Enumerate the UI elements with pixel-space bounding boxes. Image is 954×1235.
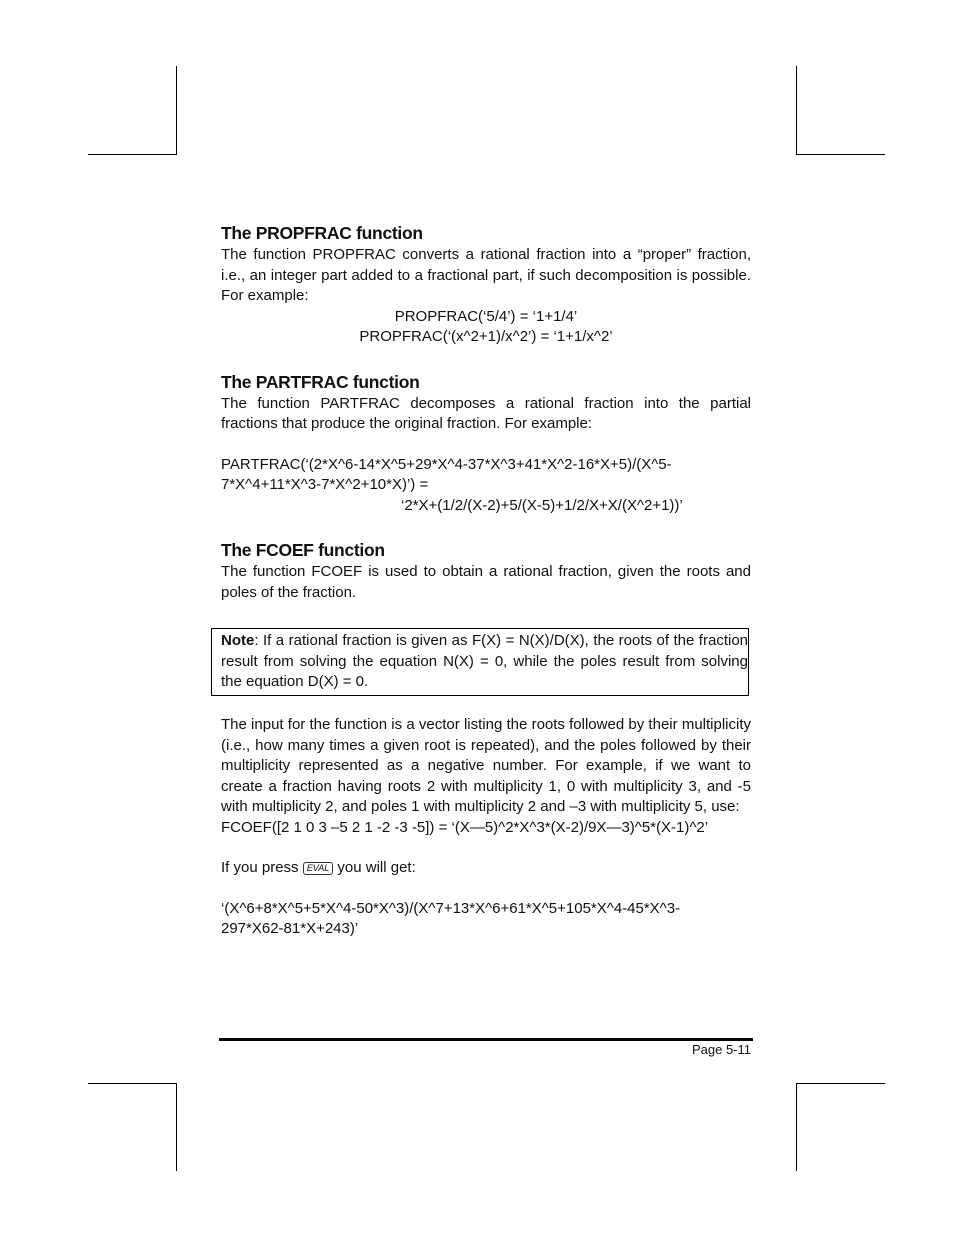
note-box: [211, 628, 749, 696]
crop-mark: [796, 154, 885, 155]
fcoef-input-description: The input for the function is a vector listing the roots followed by their multiplicity (i.e., how many times a given root is repeated), and the poles followed by their multiplicity represented as a negative number. For example, if we want to create a fraction having roots 2 with multiplicity 1, 0 with multiplicity 3, and -5 with multiplicity 2, and poles 1 with multiplicity 2 and –3 with multiplicity 5, use:: [221, 716, 751, 815]
partfrac-body: The function PARTFRAC decomposes a rational fraction into the partial fractions that produce the original fraction. For example:: [221, 394, 751, 432]
eval-key-icon: EVAL: [303, 862, 334, 875]
propfrac-body: The function PROPFRAC converts a rational fraction into a “proper” fraction, i.e., an integer part added to a fractional part, if such decomposition is possible. For example:: [221, 246, 751, 304]
eval-instruction: [221, 858, 751, 879]
eval-result-line-1: ‘(X^6+8*X^5+5*X^4-50*X^3)/(X^7+13*X^6+61*X^5+105*X^4-45*X^3-: [221, 899, 681, 917]
section-title-partfrac: The PARTFRAC function: [221, 371, 420, 392]
crop-mark: [176, 66, 177, 155]
crop-mark: [796, 1083, 797, 1171]
partfrac-example-line-2: 7*X^4+11*X^3-7*X^2+10*X)’) =: [221, 476, 429, 493]
note-body: : If a rational fraction is given as F(X) = N(X)/D(X), the roots of the fraction result from solving the equation N(X) = 0, while the poles result from solving the equation D(X) = 0.: [221, 632, 748, 690]
crop-mark: [796, 66, 797, 155]
crop-mark: [176, 1083, 177, 1171]
fcoef-example: FCOEF([2 1 0 3 –5 2 1 -2 -3 -5]) = ‘(X—5)^2*X^3*(X-2)/9X—3)^5*(X-1)^2’: [221, 818, 709, 836]
partfrac-example-line-1: PARTFRAC(‘(2*X^6-14*X^5+29*X^4-37*X^3+41*X^2-16*X+5)/(X^5-: [221, 455, 672, 473]
page-content: [221, 221, 751, 603]
section-title-fcoef: The FCOEF function: [221, 540, 385, 560]
note-text: [221, 631, 748, 693]
crop-mark: [88, 154, 177, 155]
footer-rule: [219, 1038, 753, 1041]
eval-instruction-before: If you press: [221, 859, 303, 876]
eval-instruction-after: you will get:: [333, 859, 416, 876]
note-label: Note: [221, 632, 255, 649]
propfrac-example-2: PROPFRAC(‘(x^2+1)/x^2’) = ‘1+1/x^2’: [359, 328, 613, 345]
partfrac-example-result: ‘2*X+(1/2/(X-2)+5/(X-5)+1/2/X+X/(X^2+1))’: [401, 496, 683, 514]
crop-mark: [796, 1083, 885, 1084]
propfrac-example-1: PROPFRAC(‘5/4’) = ‘1+1/4’: [394, 307, 578, 325]
eval-result-line-2: 297*X62-81*X+243)’: [221, 920, 359, 937]
section-title-propfrac: The PROPFRAC function: [221, 223, 423, 243]
page-number: Page 5-11: [691, 1042, 751, 1057]
fcoef-body: The function FCOEF is used to obtain a rational fraction, given the roots and poles of the fraction.: [221, 563, 751, 601]
crop-mark: [88, 1083, 177, 1084]
page-content-lower: [221, 715, 751, 940]
